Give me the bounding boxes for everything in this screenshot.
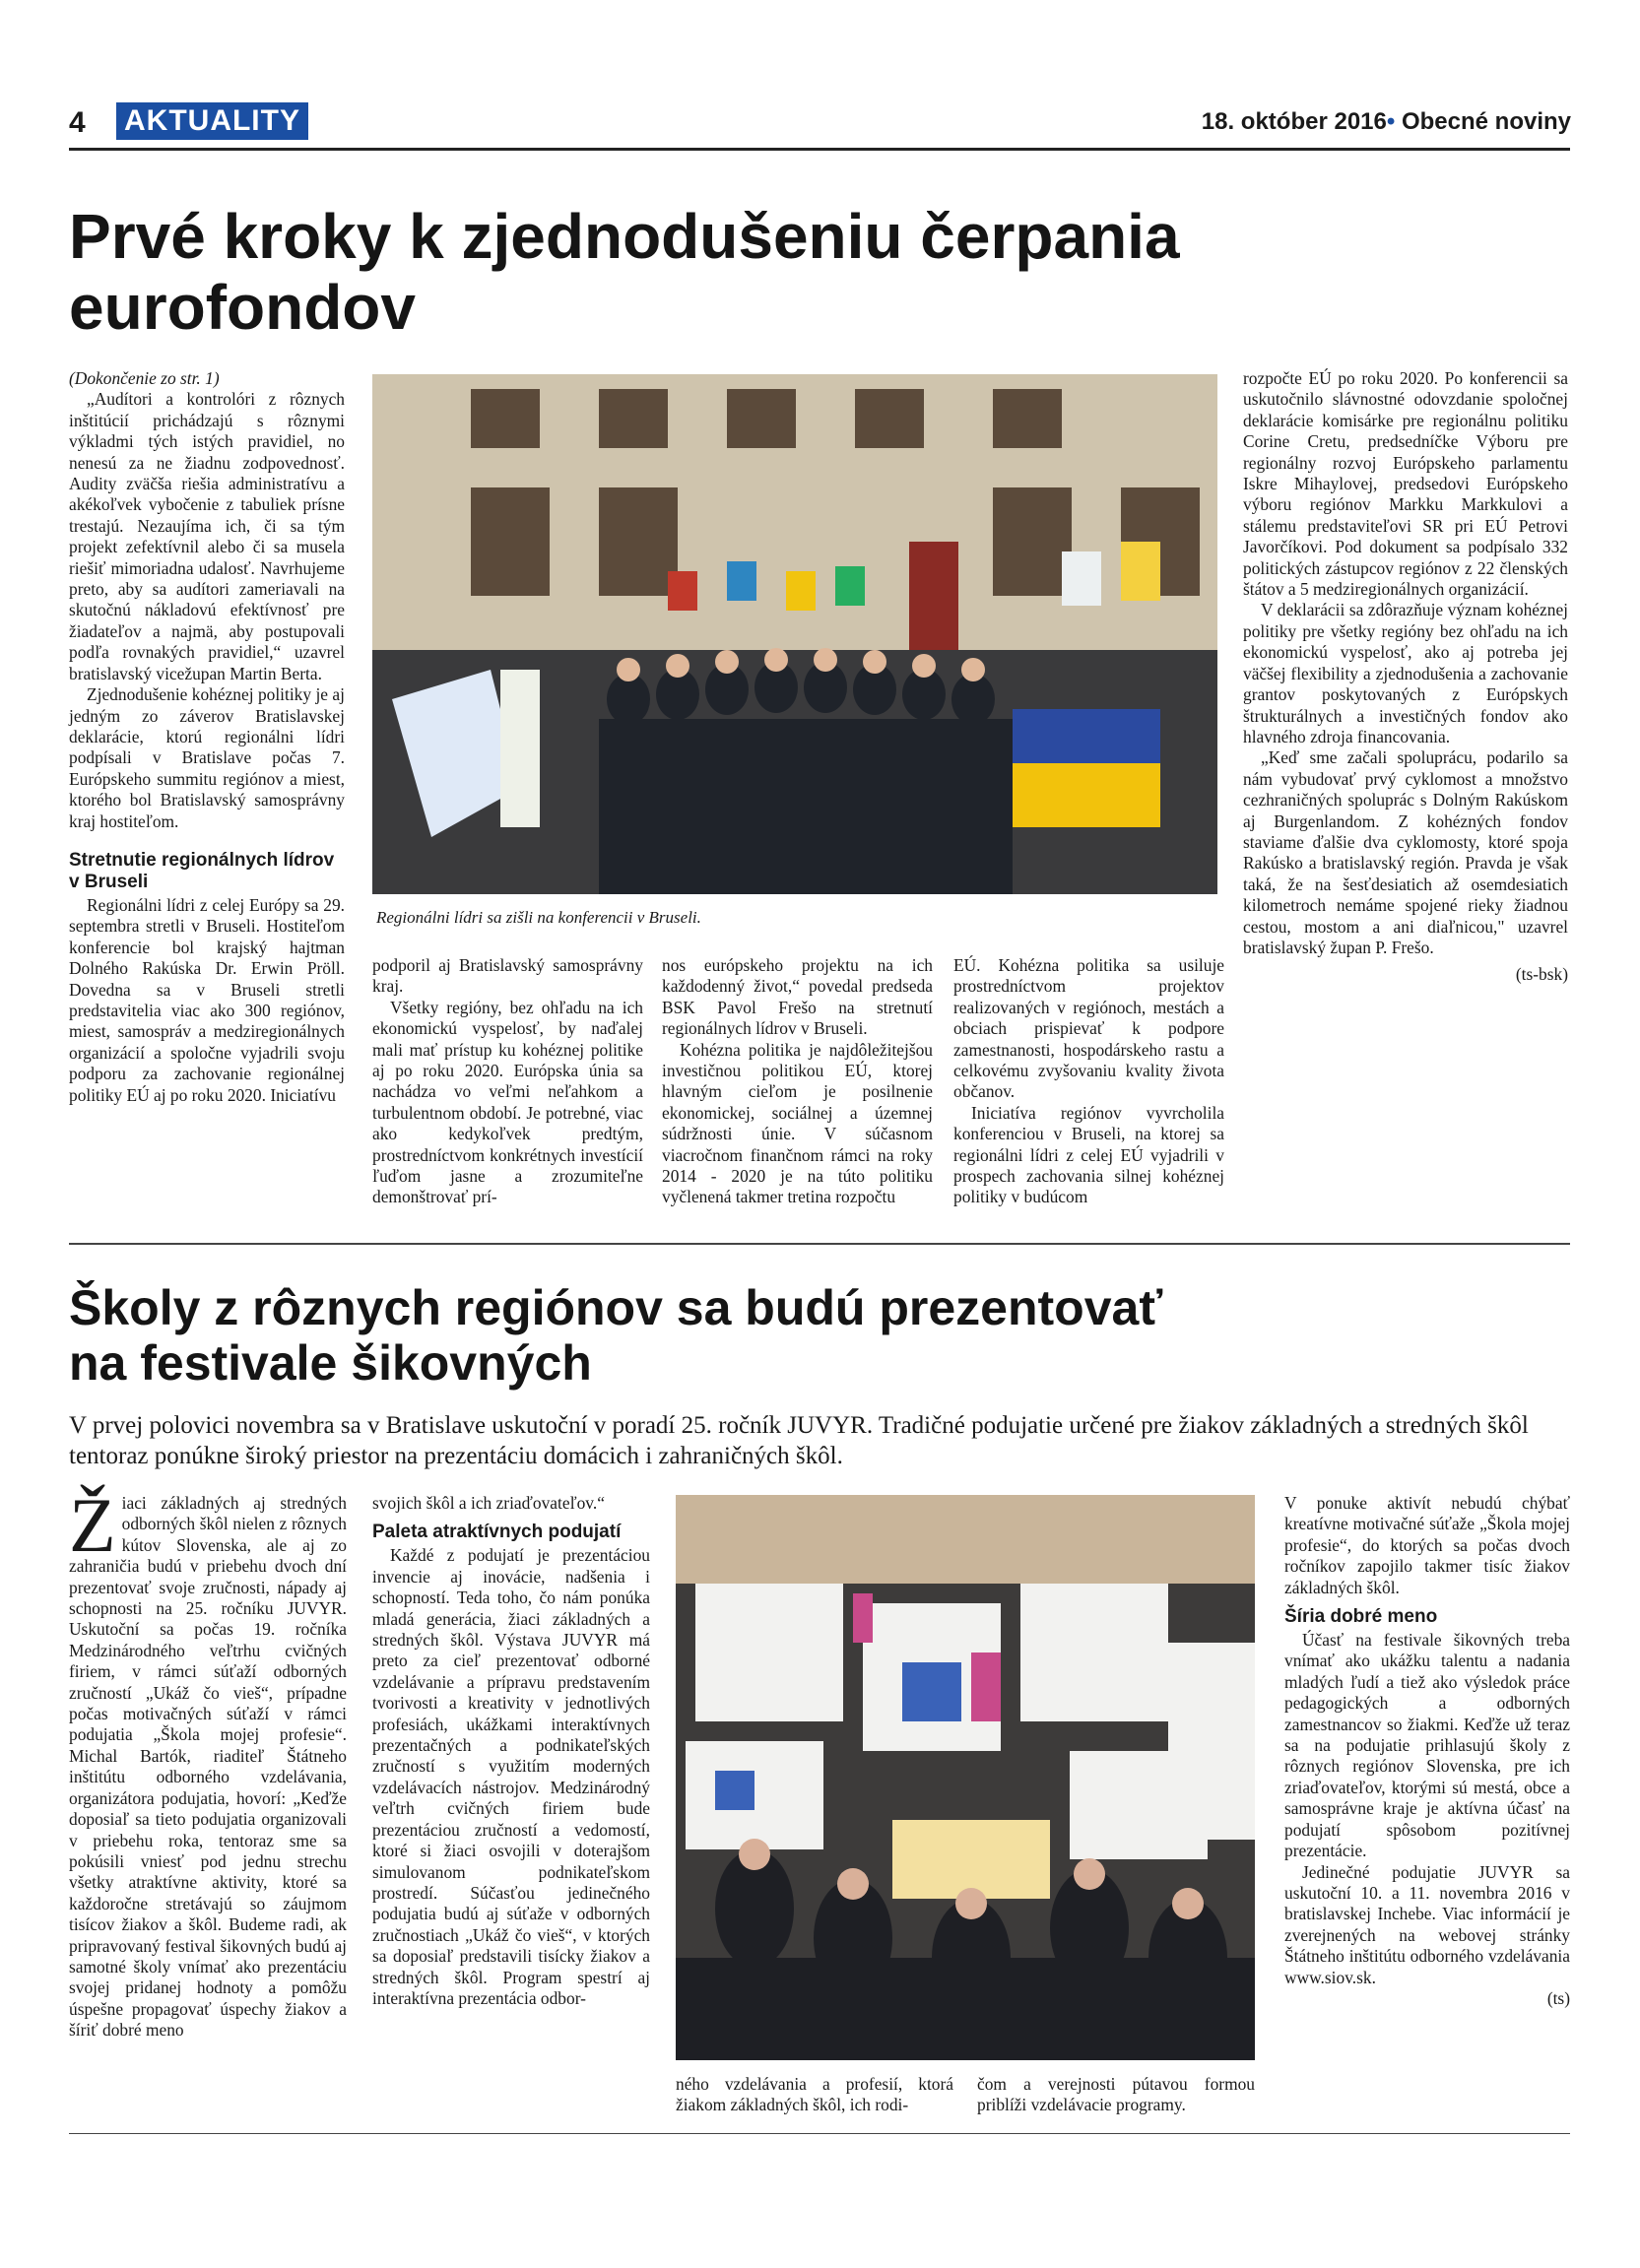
subheading: Paleta atraktívnych podujatí <box>372 1522 622 1543</box>
article1-title: Prvé kroky k zjednodušeniu čerpania eurofondov <box>69 201 1180 343</box>
paragraph: „Keď sme začali spoluprácu, podarilo sa nám vybudovať prvý cyklomost a množstvo cezhraničných spoluprác s Dolným Rakúskom aj Burgenlandom. Z kohézných fondov staviame ďalšie dva cyklomosty, ktoré spoja Rakúsko a bratislavský región. Pravda je však taká, že na šesťdesiatich až osemdesiatich kilometroch nemáme spojené rieky žiadnou cestou, mostom a ani diaľnicou," uzavrel bratislavský župan P. Frešo. <box>1243 747 1568 957</box>
paragraph: rozpočte EÚ po roku 2020. Po konferencii sa uskutočnilo slávnostné odovzdanie spoločnej deklarácie komisárke pre regionálnu politiku Corine Cretu, predsedníčke Výboru pre regionálny rozvoj Európskeho parlamentu Iskre Mihaylovej, predsedovi Európskeho výboru regiónov Markku Markkulovi a stálemu predstaviteľovi SR pri EÚ Petrovi Javorčíkovi. Pod dokument sa podpísalo 332 politických zástupcov regiónov z 22 členských štátov a 5 medziregionálnych organizácií. <box>1243 368 1568 600</box>
paragraph: „Audítori a kontrolóri z rôznych inštitúcií prichádzajú s rôznymi výkladmi tých istých pravidiel, no nenesú za ne žiadnu zodpovednosť. Audity zväčša riešia administratívu a akékoľvek vybočenie z tabuliek prísne trestajú. Nezaujíma ich, či sa tým projekt zefektívnil alebo či sa musela riešiť mimoriadna udalosť. Navrhujeme preto, aby sa audítori zameriavali na skutočnú nákladovú efektívnosť pre žiadateľov a najmä, aby postupovali podľa rovnakých pravidiel,“ uzavrel bratislavský vicežupan Martin Berta. <box>69 389 345 683</box>
publication-name: Obecné noviny <box>1401 108 1571 135</box>
article2-title: Školy z rôznych regiónov sa budú prezentovať na festivale šikovných <box>69 1280 1163 1391</box>
conference-photo-art <box>372 374 1217 894</box>
paragraph: Všetky regióny, bez ohľadu na ich ekonomickú vyspelosť, by naďalej mali mať prístup ku kohéznej politike aj po roku 2020. Európska únia sa nachádza vo veľmi neľahkom a turbulentnom období. Je potrebné, viac ako kedykoľvek predtým, prostredníctvom konkrétnych investícií ľuďom jasne a zrozumiteľne demonštrovať prí- <box>372 997 643 1207</box>
page-number: 4 <box>69 106 86 139</box>
paragraph: podporil aj Bratislavský samosprávny kraj. <box>372 955 643 997</box>
paragraph: Žiaci základných aj stredných odborných škôl nielen z rôznych kútov Slovenska, ale aj zo zahraničia budú v priebehu dvoch dní prezentovať svoje zručnosti, nápady aj schopnosti na 25. ročníku JUVYR. Uskutoční sa počas 19. ročníka Medzinárodného veľtrhu cvičných firiem, v rámci súťaží odborných zručností „Ukáž čo vieš“, prípadne počas motivačných súťaží v rámci podujatia „Škola mojej profesie“. Michal Bartók, riaditeľ Štátneho inštitútu odborného vzdelávania, organizátora podujatia, hovorí: „Keďže doposiaľ sa tieto podujatia organizovali v priebehu roka, tentoraz sme sa pokúsili vniesť pod jednu strechu všetky atraktívne aktivity, ktoré sa každoročne stretávajú so záujmom tisícov žiakov a škôl. Budeme radi, ak pripravovaný festival šikovných budú aj samotné školy vnímať ako prezentáciu svojej pridanej hodnoty a pomôžu úspešne propagovať úspechy žiakov a šíriť dobré meno <box>69 1482 347 2041</box>
paragraph: V deklarácii sa zdôrazňuje význam kohéznej politiky pre všetky regióny bez ohľadu na ich ekonomickú vyspelosť, ako aj potreba jej väčšej flexibility a zjednodušenia a zachovanie grantov poskytovaných z Európskych štrukturálnych a investičných fondov ako hlavného zdroja financovania. <box>1243 600 1568 746</box>
article2-lead: V prvej polovici novembra sa v Bratislave uskutoční v poradí 25. ročník JUVYR. Tradičné podujatie určené pre žiakov základných a stredných škôl tentoraz ponúkne široký priestor na prezentáciu domácich i zahraničných škôl. <box>69 1412 1529 1469</box>
paragraph: svojich škôl a ich zriaďovateľov.“ <box>372 1493 605 1513</box>
paragraph: Iniciatíva regiónov vyvrcholila konferenciou v Bruseli, na ktorej sa regionálni lídri z celej EÚ vyjadrili v prospech zachovania silnej kohéznej politiky v budúcom <box>953 1102 1224 1207</box>
article1-col1 <box>69 368 345 1106</box>
signature: (ts) <box>1546 1987 1570 2008</box>
continued-note: (Dokončenie zo str. 1) <box>69 368 220 388</box>
paragraph: Kohézna politika je najdôležitejšou investičnou politikou EÚ, ktorej hlavným cieľom je posilnenie ekonomickej, sociálnej a územnej súdržnosti únie. V súčasnom viacročnom finančnom rámci na roky 2014 - 2020 je na túto politiku vyčlenená takmer tretina rozpočtu <box>662 1039 933 1207</box>
drop-cap: Ž <box>69 1482 116 1568</box>
article1-col5 <box>1243 368 1568 986</box>
section-divider <box>69 1243 1570 1245</box>
paragraph: nos európskeho projektu na ich každodenný život,“ povedal predseda BSK Pavol Frešo na stretnutí regionálnych lídrov v Bruseli. <box>662 955 933 1039</box>
paragraph: Každé z podujatí je prezentáciou invencie aj inovácie, nadšenia i schopností. Teda toho, čo nám ponúka mladá generácia, žiaci základných a stredných škôl. Výstava JUVYR má preto za cieľ prezentovať odborné vzdelávanie a prípravu predstavením tvorivosti a kreativity v jednotlivých profesiách, ukážkami interaktívnych prezentačných a podnikateľských zručností s využitím moderných vzdelávacích nástrojov. Medzinárodný veľtrh cvičných firiem bude prezentáciou zručností a vedomostí, ktoré si žiaci osvojili v doterajšom simulovanom podnikateľskom prostredí. Súčasťou jedinečného podujatia budú aj súťaže v odborných zručnostiach „Ukáž čo vieš“, v ktorých sa doposiaľ predstavili tisícky žiakov a stredných škôl. Program spestrí aj interaktívna prezentácia odbor- <box>372 1545 650 2008</box>
signature: (ts-bsk) <box>1515 964 1568 985</box>
paragraph: Účasť na festivale šikovných treba vnímať ako ukážku talentu a nadania mladých ľudí a tiež ako výsledok práce pedagogických a odborných zamestnancov so žiakmi. Keďže už teraz sa na podujatie prihlasujú školy z rôznych regiónov Slovenska, pre ich zriaďovateľov, ktorými sú mestá, obce a samosprávne kraje je aktívna účasť na podujatí spôsobom pozitívnej prezentácie. <box>1284 1630 1570 1861</box>
article2-col2 <box>372 1493 650 2009</box>
article1-col4 <box>953 955 1224 1208</box>
festival-photo <box>676 1495 1255 2060</box>
article2-col1 <box>69 1482 347 2041</box>
article2-col4 <box>977 2074 1255 2116</box>
issue-date: 18. október 2016 <box>1201 108 1387 135</box>
article2-col5 <box>1284 1493 1570 2009</box>
photo-caption: Regionálni lídri sa zišli na konferencii v Bruseli. <box>376 908 701 927</box>
paragraph: čom a verejnosti pútavou formou priblíži vzdelávacie programy. <box>977 2074 1255 2115</box>
subheading: Šíria dobré meno <box>1284 1606 1438 1628</box>
paragraph: V ponuke aktivít nebudú chýbať kreatívne motivačné súťaže „Škola mojej profesie“, do ktorých sa počas dvoch ročníkov zapojilo takmer tisíc žiakov základných škôl. <box>1284 1493 1570 1597</box>
article1-col3 <box>662 955 933 1208</box>
footer-rule <box>69 2133 1570 2134</box>
masthead-date: 18. október 2016• Obecné noviny <box>1201 108 1571 135</box>
article2-col3 <box>676 2074 953 2116</box>
paragraph: Zjednodušenie kohéznej politiky je aj jedným zo záverov Bratislavskej deklarácie, ktorú regionálni lídri podpísali v Bratislave počas 7. Európskeho summitu regiónov a miest, ktorého bol Bratislavský samosprávny kraj hostiteľom. <box>69 684 345 831</box>
paragraph: EÚ. Kohézna politika sa usiluje prostredníctvom projektov realizovaných v regiónoch, mestách a obciach prispievať k podpore zamestnanosti, hospodárskeho rastu a celkovému zvyšovaniu kvality života občanov. <box>953 955 1224 1102</box>
article1-col2 <box>372 955 643 1208</box>
conference-photo <box>372 374 1217 894</box>
paragraph: ného vzdelávania a profesií, ktorá žiakom základných škôl, ich rodi- <box>676 2074 953 2115</box>
paragraph: Regionálni lídri z celej Európy sa 29. septembra stretli v Bruseli. Hostiteľom konferencie bol krajský hajtman Dolného Rakúska Dr. Erwin Pröll. Dovedna sa v Bruseli stretli predstavitelia viac ako 300 regiónov, miest, samospráv a medziregionálnych organizácií a spoločne vyjadrili svoju podporu za zachovanie regionálnej politiky EÚ aj po roku 2020. Iniciatívu <box>69 894 345 1105</box>
festival-photo-art <box>676 1495 1255 2060</box>
subheading: Stretnutie regionálnych lídrov v Bruseli <box>69 849 335 892</box>
header-rule <box>69 148 1570 151</box>
paragraph: Jedinečné podujatie JUVYR sa uskutoční 10. a 11. novembra 2016 v bratislavskej Inchebe. Viac informácií je zverejnených na webovej stránky Štátneho inštitútu odborného vzdelávania www.siov.sk. <box>1284 1861 1570 1987</box>
section-label: AKTUALITY <box>116 102 308 140</box>
